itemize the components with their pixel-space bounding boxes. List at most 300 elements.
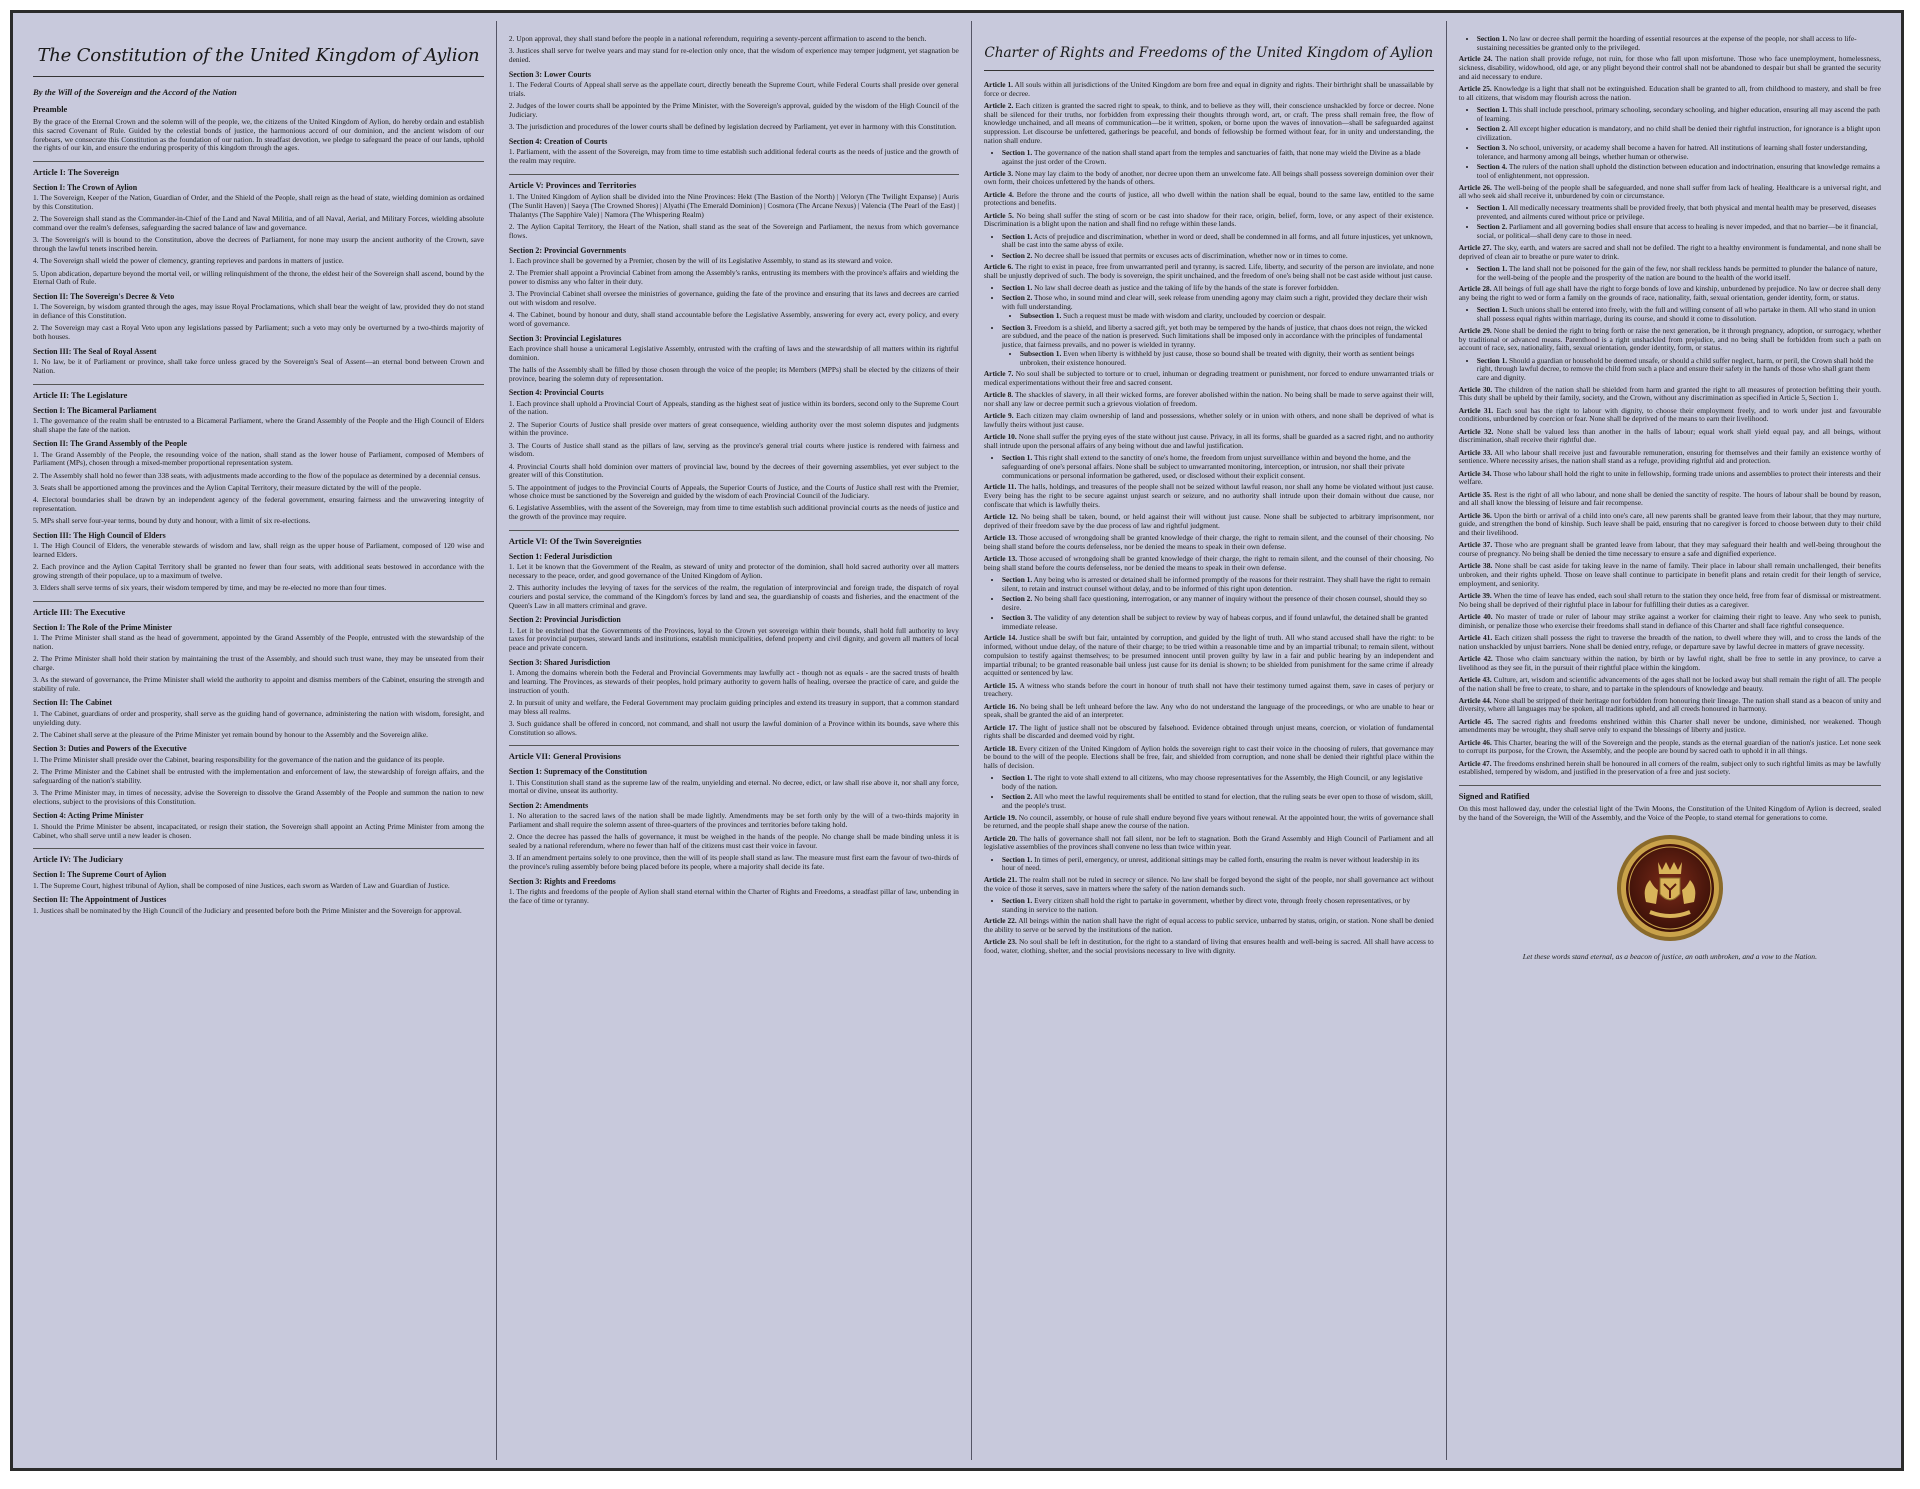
section-text: The governance of the nation shall stand apart from the temples and sanctuaries of faith, that none may wield the Divine as a blade against the just order of the Crown. <box>1001 148 1421 166</box>
column-2 <box>496 21 971 1460</box>
section-body <box>33 417 484 434</box>
section-list <box>984 233 1434 261</box>
article-text: No being shall be taken, bound, or held against their will without just cause. None shall be subjected to arbitrary imprisonment, nor deprived of their freedom save by the due process of law and rightful judgment. <box>983 512 1434 530</box>
charter-article <box>1459 613 1881 630</box>
article-text: None shall be stripped of their heritage nor forbidden from honouring their lineage. The nation shall stand as a beacon of unity and diversity, where all languages may be spoken, all traditions upheld, and all creeds honoured in harmony. <box>1458 695 1881 714</box>
crown-seal-icon <box>1614 832 1726 944</box>
section-list <box>1459 204 1881 240</box>
charter-article <box>984 81 1434 98</box>
divider <box>509 745 959 746</box>
article-text: All who labour shall receive just and favourable remuneration, ensuring for themselves and their family an existence worthy of sentience. Where necessity arises, the nation shall stand as a refuge, providing rightful aid and protection. <box>1458 447 1881 466</box>
section-body <box>509 812 959 871</box>
article-label: Article 32. <box>1458 426 1494 436</box>
paragraph: 1. Justices shall be nominated by the High Council of the Judiciary and presented before both the Prime Minister and the Sovereign for approval. <box>33 905 462 915</box>
section-body <box>33 756 484 807</box>
section-body <box>509 779 959 796</box>
section-label: Section 3. <box>1001 612 1033 622</box>
section-heading: Section 2: Amendments <box>508 801 589 811</box>
section-text: Freedom is a shield, and liberty a sacred gift, yet both may be tempered by the hands of justice, that chaos does not reign, the wicked are subdued, and the peace of the nation is preserved. Such limitations shall be imposed only in accordance with the principles of fundamental justice, that fairness prevails, and no power is wielded in tyranny. <box>1001 322 1428 350</box>
article-label: Article 44. <box>1458 695 1492 705</box>
paragraph: 1. The rights and freedoms of the people of Aylion shall stand eternal within the Charter of Rights and Freedoms, a steadfast pillar of law, unbending in the face of time or tyranny. <box>508 887 959 905</box>
article-text: No soul shall be left in destitution, for the right to a standard of living that ensures health and well-being is sacred. All shall have access to food, water, clothing, shelter, and the social provisions necessary to live with dignity. <box>983 937 1434 956</box>
section-text: Parliament and all governing bodies shall ensure that access to healing is never impeded, and that no barrier—be it financial, social, or political—shall deny care to those in need. <box>1476 222 1878 241</box>
charter-article <box>984 555 1434 572</box>
charter-article <box>984 212 1434 229</box>
divider <box>33 601 484 602</box>
charter-title: Charter of Rights and Freedoms of the United Kingdom of Aylion <box>984 45 1434 71</box>
section-heading: Section II: The Sovereign's Decree & Veto <box>33 292 175 302</box>
article-label: Article 47. <box>1458 758 1492 768</box>
article-label: Article 29. <box>1458 325 1492 335</box>
section-body <box>33 451 484 526</box>
section-list <box>984 454 1434 480</box>
paragraph: 5. Upon abdication, departure beyond the mortal veil, or willing relinquishment of the throne, the eldest heir of the Sovereign shall ascend, bound by the Eternal Oath of Rule. <box>33 268 484 287</box>
section-heading: Section III: The Seal of Royal Assent <box>33 346 157 356</box>
paragraph: 3. Justices shall serve for twelve years and may stand for re-election only once, that the wisdom of experience may temper judgment, yet stagnation be denied. <box>508 46 959 64</box>
article-heading: Article VII: General Provisions <box>508 752 621 762</box>
section-list <box>984 897 1434 914</box>
section-body <box>33 823 484 840</box>
section-label: Section 1. <box>1476 203 1508 213</box>
paragraph: 3. The Sovereign's will is bound to the Constitution, above the decrees of Parliament, for none may usurp the ancient authority of the Crown, save through the lawful tenets inscribed herein. <box>33 235 484 254</box>
charter-article <box>984 191 1434 208</box>
signed-heading: Signed and Ratified <box>1458 792 1530 802</box>
section-text: Any being who is arrested or detained shall be informed promptly of the reasons for their restraint. They shall have the right to remain silent, to retain and instruct counsel without delay, and to be informed of this right upon detention. <box>1001 575 1431 593</box>
section-label: Section 3. <box>1001 322 1033 332</box>
divider <box>33 384 484 385</box>
paragraph: 1. The governance of the realm shall be entrusted to a Bicameral Parliament, where the Grand Assembly of the People and the High Council of Elders shall shape the fate of the nation. <box>33 415 484 434</box>
section-text: No law shall decree death as justice and the taking of life by the hands of the state is forever forbidden. <box>1034 283 1339 293</box>
section-list <box>984 774 1434 810</box>
paragraph: 2. Judges of the lower courts shall be appointed by the Prime Minister, with the Sovereign's approval, guided by the wisdom of the High Council of the Judiciary. <box>508 101 959 119</box>
section-heading: Section I: The Crown of Aylion <box>33 183 138 193</box>
article-text: All souls within all jurisdictions of the United Kingdom are born free and equal in dignity and rights. Their birthright shall be unassailable by force or decree. <box>983 80 1434 98</box>
section-heading: Section II: The Cabinet <box>33 698 112 708</box>
section-list <box>1459 306 1881 323</box>
section-text: No law or decree shall permit the hoarding of essential resources at the expense of the people, nor shall access to life-sustaining necessities be granted only to the privileged. <box>1476 34 1857 52</box>
charter-article <box>984 263 1434 280</box>
article-label: Article 22. <box>983 916 1017 926</box>
section-heading: Section 1: Federal Jurisdiction <box>508 551 613 561</box>
section-list <box>1459 35 1881 52</box>
section-heading: Section 3: Shared Jurisdiction <box>508 657 611 667</box>
paragraph: 3. The Provincial Cabinet shall oversee the ministries of governance, guiding the fate of the province and ensuring that its laws and decrees are carried out with wisdom and resolve. <box>508 289 959 307</box>
section-item <box>1002 294 1434 320</box>
section-heading: Section 3: Duties and Powers of the Executive <box>33 744 187 754</box>
charter-article <box>984 433 1434 450</box>
article-text: None shall suffer the prying eyes of the state without just cause. Privacy, in all its forms, shall be guarded as a sacred right, and no authority shall intrude upon the personal affairs of any being without due and lawful justification. <box>983 432 1434 450</box>
article-label: Article 3. <box>983 168 1014 178</box>
charter-article <box>984 835 1434 852</box>
section-item <box>1002 324 1434 368</box>
section-body <box>33 882 484 891</box>
article-text: No soul shall be subjected to torture or to cruel, inhuman or degrading treatment or punishment, nor forced to endure unwarranted trials or medical experimentations without their free and sacred consent. <box>983 369 1434 388</box>
section-body <box>33 194 484 287</box>
charter-article <box>1459 592 1881 609</box>
charter-articles <box>984 81 1434 956</box>
section-text: In times of peril, emergency, or unrest, additional sittings may be called forth, ensuring the realm is never without leadership in its hour of need. <box>1001 854 1420 873</box>
article-label: Article 39. <box>1458 590 1492 600</box>
section-heading: Section 4: Creation of Courts <box>508 136 608 146</box>
article-text: All beings of full age shall have the right to forge bonds of love and kinship, unburdened by prejudice. No law or decree shall deny any being the right to wed or form a family on the grounds of race, nationality, faith, sexual orientation, gender identity, form, or status. <box>1458 284 1881 303</box>
preamble-text: By the grace of the Eternal Crown and the solemn will of the people, we, the citizens of the United Kingdom of Aylion, do hereby ordain and establish this sacred Covenant of Rule. Guided by the celestial bonds of justice, the harmonious accord of our dominion, and the ancient wisdom of our forebears, we consecrate this Constitution as the foundation of our nation. In steadfast devotion, we pledge to safeguard the peace of our lands, uphold the rights of our kin, and ensure the enduring prosperity of this kingdom through the ages. <box>33 117 484 153</box>
charter-article <box>1459 697 1881 714</box>
article-text: This Charter, bearing the will of the Sovereign and the people, stands as the eternal guardian of the nation's justice. Let none seek to corrupt its purpose, for the Crown, the Assembly, and the people are bound by sacred oath to uphold it in all things. <box>1458 737 1881 756</box>
section-list <box>984 576 1434 631</box>
paragraph: 4. The Sovereign shall wield the power of clemency, granting reprieves and pardons in matters of justice. <box>33 256 344 266</box>
article-text: The children of the nation shall be shielded from harm and granted the right to all measures of protection befitting their youth. This duty shall be upheld by their family, society, and the Crown, without any discrimination as specified in Article 5, Section 1. <box>1458 384 1881 403</box>
article-label: Article 42. <box>1458 653 1493 663</box>
section-text: Such unions shall be entered into freely, with the full and willing consent of all who partake in them. All who stand in union shall possess equal rights within marriage, during its course, and should it come to dissolution. <box>1476 305 1876 324</box>
section-item <box>1020 312 1434 321</box>
article-label: Article 5. <box>983 210 1014 220</box>
divider <box>33 161 484 162</box>
section-item <box>1477 204 1881 221</box>
article-label: Article 15. <box>983 680 1018 690</box>
article-label: Article 7. <box>983 369 1014 379</box>
section-body <box>509 345 959 383</box>
paragraph: 1. The Sovereign, Keeper of the Nation, Guardian of Order, and the Shield of the People, shall reign as the head of state, wielding dominion as ordained by this Constitution. <box>33 193 484 212</box>
article-text: Every citizen of the United Kingdom of Aylion holds the sovereign right to cast their voice in the choosing of rulers, that governance may be bound to the will of the people. Elections shall be free, fair, and shielded from corruption, and none shall be denied their rightful place within the halls of decision. <box>983 743 1434 770</box>
divider <box>509 174 959 175</box>
article-label: Article 36. <box>1458 510 1492 520</box>
paragraph: 1. Should the Prime Minister be absent, incapacitated, or resign their station, the Sovereign shall appoint an Acting Prime Minister from among the Cabinet, who shall serve until a new leader is chosen. <box>33 821 484 840</box>
paragraph: 1. The Sovereign, by wisdom granted through the ages, may issue Royal Proclamations, which shall bear the weight of law, provided they do not stand in defiance of this Constitution. <box>33 302 484 321</box>
section-item <box>1002 454 1434 480</box>
section-body <box>509 669 959 737</box>
section-label: Section 1. <box>1001 854 1033 864</box>
paragraph: 4. The Cabinet, bound by honour and duty, shall stand accountable before the Legislative Assembly, answering for every act, every policy, and every word of governance. <box>508 310 959 328</box>
section-heading: Section II: The Appointment of Justices <box>33 895 167 905</box>
section-label: Section 2. <box>1001 250 1033 260</box>
charter-article <box>984 102 1434 146</box>
article-label: Article 30. <box>1458 384 1493 394</box>
charter-article <box>984 412 1434 429</box>
section-item <box>1002 595 1434 612</box>
section-text: Should a guardian or household be deemed unsafe, or should a child suffer neglect, harm, or peril, the Crown shall hold the right, through lawful decree, to remove the child from such a place and ensure their safety in the hands of those who shall grant them care and dignity. <box>1476 355 1874 382</box>
charter-article <box>984 814 1434 831</box>
section-label: Section 1. <box>1001 773 1033 783</box>
paragraph: 3. If an amendment pertains solely to one province, then the will of its people shall stand as law. The measure must first earn the favour of two-thirds of the province's ruling assembly before being placed before its people, where a majority shall decide its fate. <box>508 853 959 872</box>
paragraph: 2. The Aylion Capital Territory, the Heart of the Nation, shall stand as the seat of the Sovereign and Parliament, the nexus from which governance flows. <box>508 222 959 240</box>
article-label: Article 9. <box>983 411 1014 421</box>
section-heading: Section I: The Bicameral Parliament <box>33 405 157 415</box>
signed-text: On this most hallowed day, under the celestial light of the Twin Moons, the Constitution of the United Kingdom of Aylion is decreed, sealed by the hand of the Sovereign, the Will of the Assembly, and the Voice of the People, to stand eternal for generations to come. <box>1458 804 1881 822</box>
section-label: Section 1. <box>1476 263 1508 273</box>
paragraph: 1. The Federal Courts of Appeal shall serve as the appellate court, directly beneath the Supreme Court, while Federal Courts shall preside over general trials. <box>508 80 959 98</box>
article-text: Culture, art, wisdom and scientific advancements of the ages shall not be locked away but shall remain the right of all. The people of the nation shall be free to create, to share, and to partake in the splendours of knowledge and beauty. <box>1458 674 1881 693</box>
charter-article <box>1459 739 1881 756</box>
royal-seal <box>1459 832 1881 947</box>
paragraph: 3. The Courts of Justice shall stand as the pillars of law, serving as the province's general trial courts where justice is rendered with fairness and wisdom. <box>508 440 959 459</box>
paragraph: Each province shall house a unicameral Legislative Assembly, entrusted with the crafting of laws and the stewardship of all matters within its rightful dominion. <box>508 343 959 362</box>
section-heading: Section 4: Provincial Courts <box>508 388 604 398</box>
section-body <box>33 634 484 693</box>
section-list <box>1459 357 1881 383</box>
article-label: Article 33. <box>1458 447 1493 457</box>
paragraph: 1. The United Kingdom of Aylion shall be divided into the Nine Provinces: Hekt (The Bastion of the North) | Veloryn (The Twilight Expanse) | Auris (The Sunlit Haven) | Saeya (The Crowned Shores) | Alyathi (The Emerald Dominion) | Cosmora (The Arcane Nexus) | Valencia (The Pearl of the East) | Thalantys (The Sapphire Vale) | Namora (The Whispering Realm) <box>508 192 959 219</box>
article-text: Those who are pregnant shall be granted leave from labour, that they may safeguard their health and well-being throughout the course of pregnancy. No being shall be denied the time necessary to ensure a safe and dignified experience. <box>1458 540 1881 558</box>
section-label: Section 4. <box>1476 162 1508 172</box>
charter-article <box>1459 760 1881 777</box>
article-text: The shackles of slavery, in all their wicked forms, are forever abolished within the nation. No being shall be made to serve against their will, nor shall any law or decree permit such a grievous violation of freedom. <box>983 390 1434 409</box>
article-text: No being shall suffer the sting of scorn or be cast into shadow for their race, origin, belief, form, love, or any aspect of their existence. Discrimination is a blight upon the nation and shall find no refuge within these lands. <box>983 210 1434 229</box>
section-item <box>1477 306 1881 323</box>
article-text: Those who labour shall hold the right to unite in fellowship, forming trade unions and assemblies to protect their interests and their welfare. <box>1458 468 1881 487</box>
article-text: The nation shall provide refuge, not ruin, for those who fall upon misfortune. Those who face unemployment, homelessness, sickness, disability, widowhood, old age, or any plight beyond their control shall not be abandoned to despair but shall be granted the security and aid necessary to endure. <box>1458 54 1881 81</box>
charter-article <box>984 483 1434 509</box>
section-label: Section 1. <box>1001 453 1033 463</box>
charter-article <box>984 170 1434 187</box>
paragraph: 2. This authority includes the levying of taxes for the services of the realm, the regulation of interprovincial and foreign trade, the dispatch of royal couriers and postal service, the command of the Kingdom's forces by land and sea, the guardianship of coasts and fisheries, and the enactment of the Queen's Law in all matters criminal and grave. <box>508 583 959 610</box>
section-text: The right to vote shall extend to all citizens, who may choose representatives for the Assembly, the High Council, or any legislative body of the nation. <box>1001 773 1423 791</box>
article-text: Justice shall be swift but fair, untainted by corruption, and guided by the light of truth. All who stand accused shall have the right: to be informed, without undue delay, of the nature of their charge; to be tried within a reasonable time and by an impartial tribunal; to remain silent, without compulsion to testify against themselves; to be presumed innocent until proven guilty by law in a fair and public hearing by an independent and impartial tribunal; to be granted reasonable bail unless just cause for its denial is shown; to be shielded from punishment for the same crime if already acquitted or sentenced by law. <box>983 633 1434 678</box>
paragraph: 1. The Prime Minister shall preside over the Cabinet, bearing responsibility for the governance of the nation and the guidance of its people. <box>33 754 445 764</box>
paragraph: The halls of the Assembly shall be filled by those chosen through the voice of the people; its Members (MPPs) shall be elected by the citizens of their province, bearing the solemn duty of representation. <box>508 364 959 383</box>
charter-article <box>984 703 1434 720</box>
section-text: Even when liberty is withheld by just cause, those so bound shall be treated with dignity, their worth as sentient beings unbroken, their existence honoured. <box>1019 348 1415 367</box>
article-label: Article 14. <box>983 633 1018 643</box>
article-label: Article 41. <box>1458 632 1493 642</box>
section-body <box>509 81 959 132</box>
article-label: Article 40. <box>1458 611 1493 621</box>
paragraph: 1. Let it be enshrined that the Governments of the Provinces, loyal to the Crown yet sovereign within their bounds, shall hold full authority to levy taxes for provincial purposes, steward lands and institutions, establish municipalities, defend property and civil dignity, and govern all matters of local peace and private concern. <box>508 625 959 653</box>
paragraph: 2. The Premier shall appoint a Provincial Cabinet from among the Assembly's ranks, entrusting its members with the province's affairs and wielding the power to dismiss any who falter in their duty. <box>508 268 959 286</box>
section-text: The validity of any detention shall be subject to review by way of habeas corpus, and if found unlawful, the detained shall be granted immediate release. <box>1001 612 1428 631</box>
article-text: The halls of governance shall not fall silent, nor be left to stagnation. Both the Grand Assembly and High Council of Parliament and all legislative assemblies of the provinces shall convene no less than twice within year. <box>983 833 1434 852</box>
section-text: No being shall face questioning, interrogation, or any manner of inquiry without the presence of their chosen counsel, should they so desire. <box>1001 593 1427 612</box>
paragraph: 1. No law, be it of Parliament or province, shall take force unless graced by the Sovereign's Seal of Assent—an eternal bond between Crown and Nation. <box>33 357 484 375</box>
paragraph: 4. Electoral boundaries shall be drawn by an independent agency of the federal government, ensuring fairness and the unwavering integrity of representation. <box>33 495 484 513</box>
article-label: Article 27. <box>1458 242 1492 252</box>
paragraph: 5. MPs shall serve four-year terms, bound by duty and honour, with a limit of six re-elections. <box>33 516 311 526</box>
section-body <box>509 563 959 610</box>
section-body <box>33 710 484 740</box>
section-item <box>1477 35 1881 52</box>
charter-article <box>1459 562 1881 588</box>
section-heading: Section 4: Acting Prime Minister <box>33 811 144 821</box>
article-label: Article 12. <box>983 512 1018 522</box>
paragraph: 1. The High Council of Elders, the venerable stewards of wisdom and law, shall reign as the upper house of Parliament, composed of 120 wise and learned Elders. <box>33 541 484 559</box>
section-label: Section 3. <box>1476 143 1508 153</box>
charter-article <box>984 724 1434 741</box>
section-text: All medically necessary treatments shall be provided freely, that both physical and mental health may be preserved, diseases prevented, and ailments cured without price or privilege. <box>1476 203 1877 222</box>
article-text: Each citizen shall possess the right to traverse the breadth of the nation, to dwell where they will, and to cross the lands of the nation unshackled by unjust barriers. None shall be denied entry, refuge, or departure save by lawful decree in matters of grave necessity. <box>1458 632 1881 651</box>
section-label: Section 1. <box>1476 34 1508 43</box>
charter-article <box>1459 541 1881 558</box>
article-label: Article 35. <box>1458 489 1492 499</box>
paragraph: 1. This Constitution shall stand as the supreme law of the realm, unyielding and eternal. No decree, edict, or law shall rise above it, nor shall any force, mortal or divine, unseat its authority. <box>508 777 959 796</box>
section-list <box>1459 106 1881 180</box>
article-label: Article 25. <box>1458 84 1492 94</box>
paragraph: 3. The jurisdiction and procedures of the lower courts shall be defined by legislation decreed by Parliament, yet ever in harmony with this Constitution. <box>508 121 957 131</box>
paragraph: 4. Provincial Courts shall hold dominion over matters of provincial law, bound by the decrees of their governing assemblies, yet ever subject to the greater will of this Constitution. <box>508 461 959 480</box>
divider <box>509 530 959 531</box>
paragraph: 2. In pursuit of unity and welfare, the Federal Government may proclaim guiding principles and extend its treasury in support, that a common standard may bless all realms. <box>508 697 959 716</box>
article-text: A witness who stands before the court in honour of truth shall not have their testimony turned against them, save in cases of perjury or treachery. <box>983 680 1434 699</box>
section-heading: Section I: The Supreme Court of Aylion <box>33 870 167 880</box>
charter-article <box>1459 634 1881 651</box>
paragraph: 3. The Prime Minister may, in times of necessity, advise the Sovereign to dissolve the Grand Assembly of the People and summon the nation to new elections, subject to the provisions of this Constitution. <box>33 788 484 806</box>
article-text: Before the throne and the courts of justice, all who dwell within the nation shall be equal, bound to the same law, entitled to the same protections and benefits. <box>983 189 1434 208</box>
paragraph: 2. The Sovereign may cast a Royal Veto upon any legislations passed by Parliament; such a veto may only be overturned by a two-thirds majority of both houses. <box>33 323 484 342</box>
article-label: Article 6. <box>983 262 1014 272</box>
section-heading: Section 2: Provincial Governments <box>508 245 627 255</box>
section-body <box>509 888 959 905</box>
article-label: Article 24. <box>1458 54 1493 64</box>
section-item <box>1002 252 1434 261</box>
paragraph: 1. Among the domains wherein both the Federal and Provincial Governments may lawfully act - though not as equals - are the sacred trusts of health and learning. The Provinces, as stewards of their peoples, hold primary authority to govern halls of healing, oversee the practice of care, and guide the instruction of youth. <box>508 668 959 695</box>
section-item <box>1477 265 1881 282</box>
section-body <box>33 358 484 375</box>
column-4 <box>1446 21 1893 1460</box>
charter-article <box>1459 470 1881 487</box>
section-text: No school, university, or academy shall become a haven for hatred. All institutions of learning shall foster understanding, tolerance, and harmony among all beings, whether human or otherwise. <box>1476 143 1868 161</box>
paragraph: 2. Once the decree has passed the halls of governance, it must be weighed in the hands of the people. No change shall be made binding unless it is sealed by a national referendum, where no fewer than half of the citizens must cast their voice in favour. <box>508 832 959 851</box>
section-body <box>509 627 959 653</box>
article-heading: Article V: Provinces and Territories <box>508 180 637 190</box>
charter-article <box>1459 512 1881 538</box>
article-label: Article 13. <box>983 554 1017 564</box>
paragraph: 1. Each province shall uphold a Provincial Court of Appeals, standing as the highest seat of justice within its borders, second only to the Supreme Court of the nation. <box>508 398 959 417</box>
constitution-byline: By the Will of the Sovereign and the Accord of the Nation <box>33 87 237 98</box>
divider <box>33 848 484 849</box>
article-text: The right to exist in peace, free from unwarranted peril and tyranny, is sacred. Life, liberty, and security of the person are inviolate, and none shall be unjustly deprived of such. The body is sovereign, the spirit unchained, and the freedom of one's being shall not be cast aside without just cause. <box>983 262 1434 280</box>
article-heading: Article I: The Sovereign <box>33 168 119 178</box>
section-label: Section 1. <box>1001 896 1033 906</box>
paragraph: 2. The Superior Courts of Justice shall preside over matters of great consequence, wielding authority over the most solemn disputes and judgments within the province. <box>508 419 959 438</box>
article-text: The sacred rights and freedoms enshrined within this Charter shall never be undone, diminished, nor weakened. Though amendments may be wrought, they shall serve only to expand the blessings of liberty and justice. <box>1458 716 1881 735</box>
paragraph: 1. The Prime Minister shall stand as the head of government, appointed by the Grand Assembly of the People, entrusted with the stewardship of the nation. <box>33 633 484 651</box>
article-label: Article 2. <box>983 101 1014 110</box>
article-text: Those who claim sanctuary within the nation, by birth or by lawful right, shall be free to settle in any province, to carve a livelihood as they see fit, in the pursuit of their rightful place within the kingdom. <box>1458 653 1881 672</box>
article-label: Article 37. <box>1458 540 1493 550</box>
paragraph: 3. Seats shall be apportioned among the provinces and the Aylion Capital Territory, their measure dictated by the will of the people. <box>33 482 422 492</box>
section-label: Section 1. <box>1001 575 1033 585</box>
article-heading: Article IV: The Judiciary <box>33 855 124 865</box>
article-label: Article 19. <box>983 812 1017 822</box>
article-label: Article 43. <box>1458 674 1492 684</box>
constitution-title: The Constitution of the United Kingdom of Aylion <box>33 45 484 77</box>
article-text: When the time of leave has ended, each soul shall return to the station they once held, free from fear of dismissal or mistreatment. No being shall be deprived of their rightful place in labour for fulfilling their duties as a caregiver. <box>1458 590 1881 609</box>
article-label: Article 26. <box>1458 182 1492 192</box>
section-item <box>1477 223 1881 240</box>
charter-article <box>1459 244 1881 261</box>
article-text: The realm shall not be ruled in secrecy or silence. No law shall be forged beyond the sight of the people, nor shall governance act without the voice of those it serves, save in matters where the safety of the nation demands such. <box>983 875 1434 893</box>
paragraph: 2. Each province and the Aylion Capital Territory shall be granted no fewer than four seats, with additional seats bestowed in accordance with the growing strength of their populace, up to a maximum of twelve. <box>33 562 484 580</box>
section-item <box>1020 350 1434 367</box>
article-text: Each soul has the right to labour with dignity, to choose their employment freely, and to work under just and favourable conditions, unburdened by coercion or fear. None shall be deprived of the means to earn their livelihood. <box>1458 405 1881 424</box>
section-body <box>509 193 959 240</box>
charter-article <box>984 534 1434 551</box>
article-label: Article 23. <box>983 937 1017 947</box>
paragraph: 2. The Cabinet shall serve at the pleasure of the Prime Minister yet remain bound by honour to the Assembly and the Sovereign alike. <box>33 729 428 739</box>
section-text: No decree shall be issued that permits or excuses acts of discrimination, whether now or in times to come. <box>1034 250 1348 260</box>
paragraph: 3. Such guidance shall be offered in concord, not command, and shall not usurp the lawful dominion of a Province within its bounds, save where this Constitution so allows. <box>508 718 959 737</box>
charter-articles-continued <box>1459 55 1881 777</box>
section-text: This right shall extend to the sanctity of one's home, the freedom from unjust surveillance within and beyond the home, and the safeguarding of one's personal affairs. None shall be subject to unwarranted monitoring, interception, or intrusion, nor shall their private communications or personal information be gathered, used, or disclosed without their explicit consent. <box>1001 453 1411 480</box>
section-heading: Section I: The Role of the Prime Minister <box>33 622 173 632</box>
paragraph: 1. Let it be known that the Government of the Realm, as steward of unity and protector of the dominion, shall hold sacred authority over all matters necessary to the peace, order, and good governance of the United Kingdom of Aylion. <box>508 562 959 580</box>
article-label: Article 1. <box>983 80 1014 90</box>
section-heading: Section 2: Provincial Jurisdiction <box>508 615 621 625</box>
section-label: Section 1. <box>1476 305 1508 315</box>
article-text: The sky, earth, and waters are sacred and shall not be defiled. The right to a healthy environment is fundamental, and none shall be deprived of clean air to breathe or pure water to drink. <box>1458 242 1881 261</box>
document-frame <box>10 10 1904 1471</box>
charter-article <box>984 938 1434 955</box>
charter-article <box>984 634 1434 678</box>
article-label: Article 16. <box>983 701 1018 711</box>
section-body <box>509 400 959 522</box>
charter-article <box>984 391 1434 408</box>
section-heading: Section II: The Grand Assembly of the People <box>33 439 187 449</box>
section-label: Section 2. <box>1001 593 1033 603</box>
article-text: Those accused of wrongdoing shall be granted knowledge of their charge, the right to remain silent, and the counsel of their choosing. No being shall stand before the courts defenseless, nor be denied the means to speak in their own defense. <box>983 533 1434 551</box>
charter-article <box>1459 285 1881 302</box>
closing-motto: Let these words stand eternal, as a beacon of justice, an oath unbroken, and a vow to the Nation. <box>1522 952 1818 962</box>
article-text: No master of trade or ruler of labour may strike against a worker for claiming their right to leave. Any who seek to punish, diminish, or penalize those who exercise their freedoms shall stand in defiance of this Charter and shall face rightful consequence. <box>1458 611 1881 630</box>
section-label: Section 1. <box>1001 283 1033 293</box>
column-3 <box>971 21 1446 1460</box>
column-1 <box>21 21 496 1460</box>
article-text: Those accused of wrongdoing shall be granted knowledge of their charge, the right to remain silent, and the counsel of their choosing. No being shall stand before the courts defenseless, nor be denied the means to speak in their own defense. <box>983 554 1434 572</box>
article-heading: Article III: The Executive <box>33 607 126 617</box>
article-text: None may lay claim to the body of another, nor decree upon them an unwelcome fate. All beings shall possess sovereign dominion over their own form, their choices unfettered by the hands of others. <box>983 168 1434 187</box>
article-label: Article 13. <box>983 533 1017 543</box>
charter-article <box>1459 184 1881 201</box>
paragraph: 1. Parliament, with the assent of the Sovereign, may from time to time establish such additional federal courts as the needs of justice and the growth of the realm may require. <box>508 147 959 165</box>
charter-article <box>984 745 1434 771</box>
article-text: None shall be denied the right to bring forth or raise the next generation, be it through pregnancy, adoption, or surrogacy, whether by traditional or advanced means. Parenthood is a right unshackled from prejudice, and no being shall be forbidden from such a path on account of race, sex, nationality, faith, sexual orientation, gender identity, form, or status. <box>1458 325 1881 353</box>
paragraph: 2. The Prime Minister and the Cabinet shall be entrusted with the implementation and enforcement of law, the stewardship of foreign affairs, and the safeguarding of the nation's stability. <box>33 767 484 785</box>
paragraph: 2. The Sovereign shall stand as the Commander-in-Chief of the Land and Naval Militia, and of all Naval, Aerial, and Military Forces, wielding absolute command over the realm's defenses, safeguarding the sacred balance of law and governance. <box>33 214 484 233</box>
article-label: Article 38. <box>1458 561 1493 571</box>
section-label: Subsection 1. <box>1019 348 1062 358</box>
article-text: The light of justice shall not be obscured by falsehood. Evidence obtained through unjust means, coercion, or violation of fundamental rights shall be discarded and deemed void by right. <box>983 722 1434 741</box>
section-item <box>1477 163 1881 180</box>
article-label: Article 31. <box>1458 405 1494 415</box>
section-item <box>1002 576 1434 593</box>
preamble-heading: Preamble <box>33 105 68 115</box>
charter-article <box>984 370 1434 387</box>
paragraph: 1. The Cabinet, guardians of order and prosperity, shall serve as the guiding hand of governance, administering the nation with wisdom, foresight, and unyielding duty. <box>33 708 484 727</box>
article-label: Article 28. <box>1458 284 1492 294</box>
article-text: The halls, holdings, and treasures of the people shall not be seized without lawful reason, nor shall any home be violated without just cause. Every being has the right to be secure against unjust search or seizure, and no authority shall intrude upon their domain without due cause, nor confiscate that which is lawfully theirs. <box>983 482 1434 509</box>
section-item <box>1002 774 1434 791</box>
section-heading: Section 3: Lower Courts <box>508 69 591 79</box>
article-label: Article 17. <box>983 722 1018 732</box>
section-text: Those who, in sound mind and clear will, seek release from unending agony may claim such a right, provided they declare their wish with full understanding. <box>1001 293 1428 312</box>
section-label: Subsection 1. <box>1019 310 1062 320</box>
charter-article <box>984 876 1434 893</box>
paragraph: 1. Each province shall be governed by a Premier, chosen by the will of its Legislative Assembly, to stand as its steward and voice. <box>508 255 893 265</box>
section-label: Section 2. <box>1476 124 1508 134</box>
section-body <box>509 148 959 165</box>
article-label: Article 8. <box>983 390 1014 400</box>
charter-article <box>984 682 1434 699</box>
section-heading: Section III: The High Council of Elders <box>33 530 166 540</box>
charter-article <box>1459 428 1881 445</box>
section-body <box>33 303 484 341</box>
article-text: All beings within the nation shall have the right of equal access to public service, unbarred by status, origin, or station. None shall be denied the ability to serve or be served by the institutions of the nation. <box>983 916 1434 935</box>
charter-article <box>984 513 1434 530</box>
article-label: Article 34. <box>1458 468 1492 478</box>
section-label: Section 2. <box>1001 293 1033 303</box>
section-item <box>1477 106 1881 123</box>
article-label: Article 21. <box>983 875 1017 885</box>
section-text: The rulers of the nation shall uphold the distinction between education and indoctrination, ensuring that knowledge remains a tool of enlightenment, not oppression. <box>1476 162 1880 180</box>
section-body <box>509 257 959 329</box>
